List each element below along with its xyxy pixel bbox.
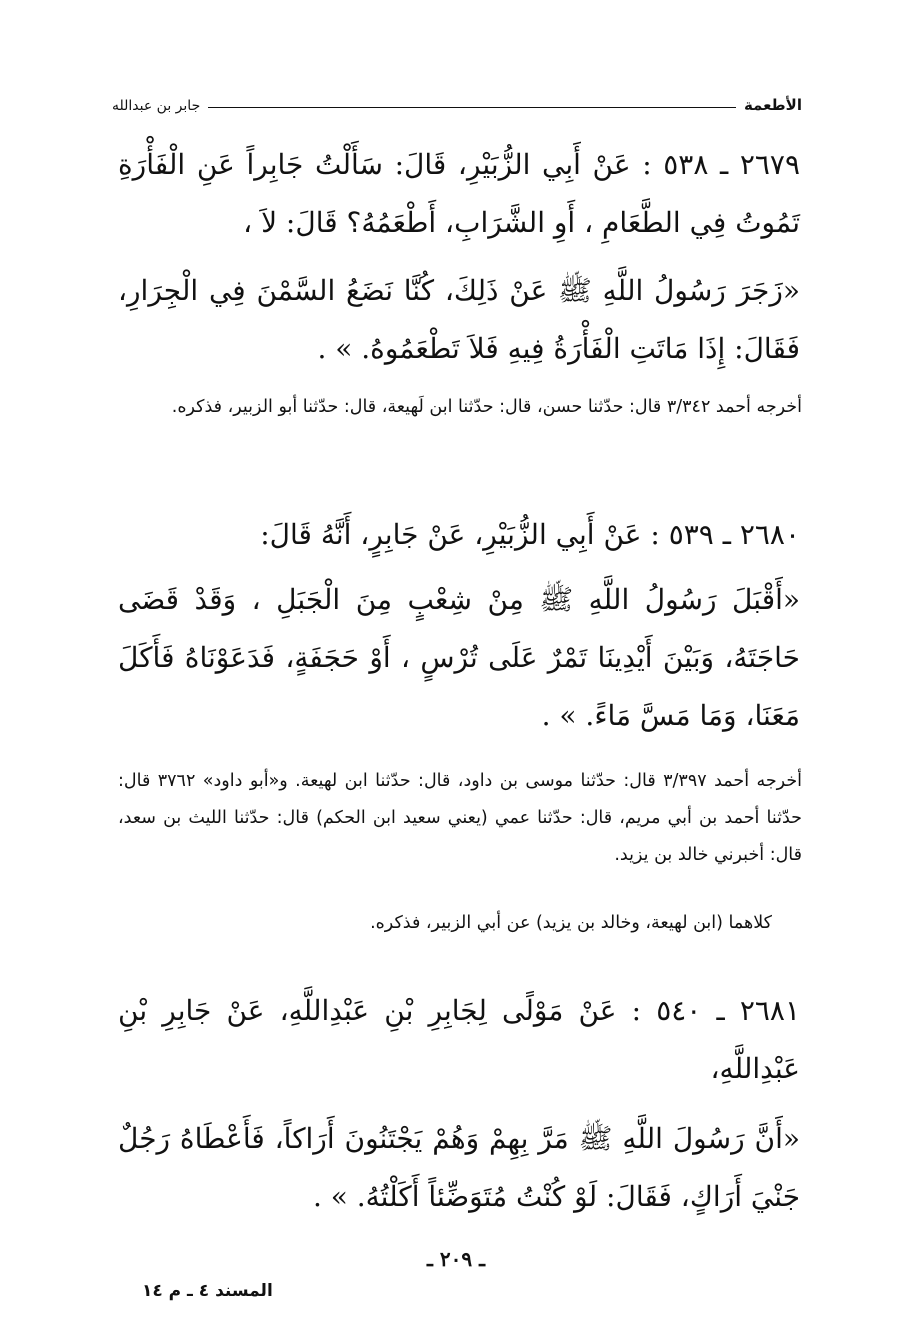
- companion-title: جابر بن عبدالله: [112, 98, 201, 114]
- hadith-2680-takhrij: أخرجه أحمد ٣/٣٩٧ قال: حدّثنا موسى بن داود، قال: حدّثنا ابن لهيعة. و«أبو داود» ٣٧٦٢ قال: حدّثنا أحمد بن أبي مريم، قال: حدّثنا عمي (يعني سعيد ابن الحكم) قال: حدّثنا الليث بن سعد، قال: أخبرني خالد بن يزيد.: [118, 771, 803, 865]
- hadith-2679-takhrij: أخرجه أحمد ٣/٣٤٢ قال: حدّثنا حسن، قال: حدّثنا ابن لَهيعة، قال: حدّثنا أبو الزبير، فذكره.: [171, 397, 802, 417]
- signature-mark: المسند ٤ ـ م ١٤: [142, 1281, 273, 1301]
- hadith-2679-matn: «زَجَرَ رَسُولُ اللَّهِ ﷺ عَنْ ذَلِكَ، كُنَّا نَضَعُ السَّمْنَ فِي الْجِرَارِ، فَقَالَ: إِذَا مَاتَتِ الْفَأْرَةُ فِيهِ فَلاَ تَطْعَمُوهُ. » .: [118, 274, 800, 365]
- hadith-2679-isnad: ٢٦٧٩ ـ ٥٣٨ : عَنْ أَبِي الزُّبَيْرِ، قَالَ: سَأَلْتُ جَابِراً عَنِ الْفَأْرَةِ تَمُوتُ فِي الطَّعَامِ ، أَوِ الشَّرَابِ، أَطْعَمُهُ؟ قَالَ: لاَ ،: [118, 148, 800, 239]
- hadith-2680-takhrij-summary: كلاهما (ابن لهيعة، وخالد بن يزيد) عن أبي الزبير، فذكره.: [370, 913, 772, 933]
- hadith-2680-isnad: ٢٦٨٠ ـ ٥٣٩ : عَنْ أَبِي الزُّبَيْرِ، عَنْ جَابِرٍ، أَنَّهُ قَالَ:: [260, 518, 800, 551]
- running-header: [112, 88, 802, 114]
- hadith-2681-matn: «أَنَّ رَسُولَ اللَّهِ ﷺ مَرَّ بِهِمْ وَهُمْ يَجْتَنُونَ أَرَاكاً، فَأَعْطَاهُ رَجُلٌ جَنْيَ أَرَاكٍ، فَقَالَ: لَوْ كُنْتُ مُتَوَضِّئاً أَكَلْتُهُ. » .: [118, 1122, 800, 1213]
- header-rule: [208, 107, 736, 108]
- hadith-2681-isnad: ٢٦٨١ ـ ٥٤٠ : عَنْ مَوْلًى لِجَابِرِ بْنِ عَبْدِاللَّهِ، عَنْ جَابِرِ بْنِ عَبْدِاللَّهِ،: [118, 994, 800, 1085]
- hadith-2680-matn: «أَقْبَلَ رَسُولُ اللَّهِ ﷺ مِنْ شِعْبٍ مِنَ الْجَبَلِ ، وَقَدْ قَضَى حَاجَتَهُ، وَبَيْنَ أَيْدِينَا تَمْرٌ عَلَى تُرْسٍ ، أَوْ حَجَفَةٍ، فَدَعَوْنَاهُ فَأَكَلَ مَعَنَا، وَمَا مَسَّ مَاءً. » .: [118, 583, 800, 732]
- page-number: ـ ٢٠٩ ـ: [427, 1247, 485, 1271]
- chapter-title: الأطعمة: [743, 96, 802, 114]
